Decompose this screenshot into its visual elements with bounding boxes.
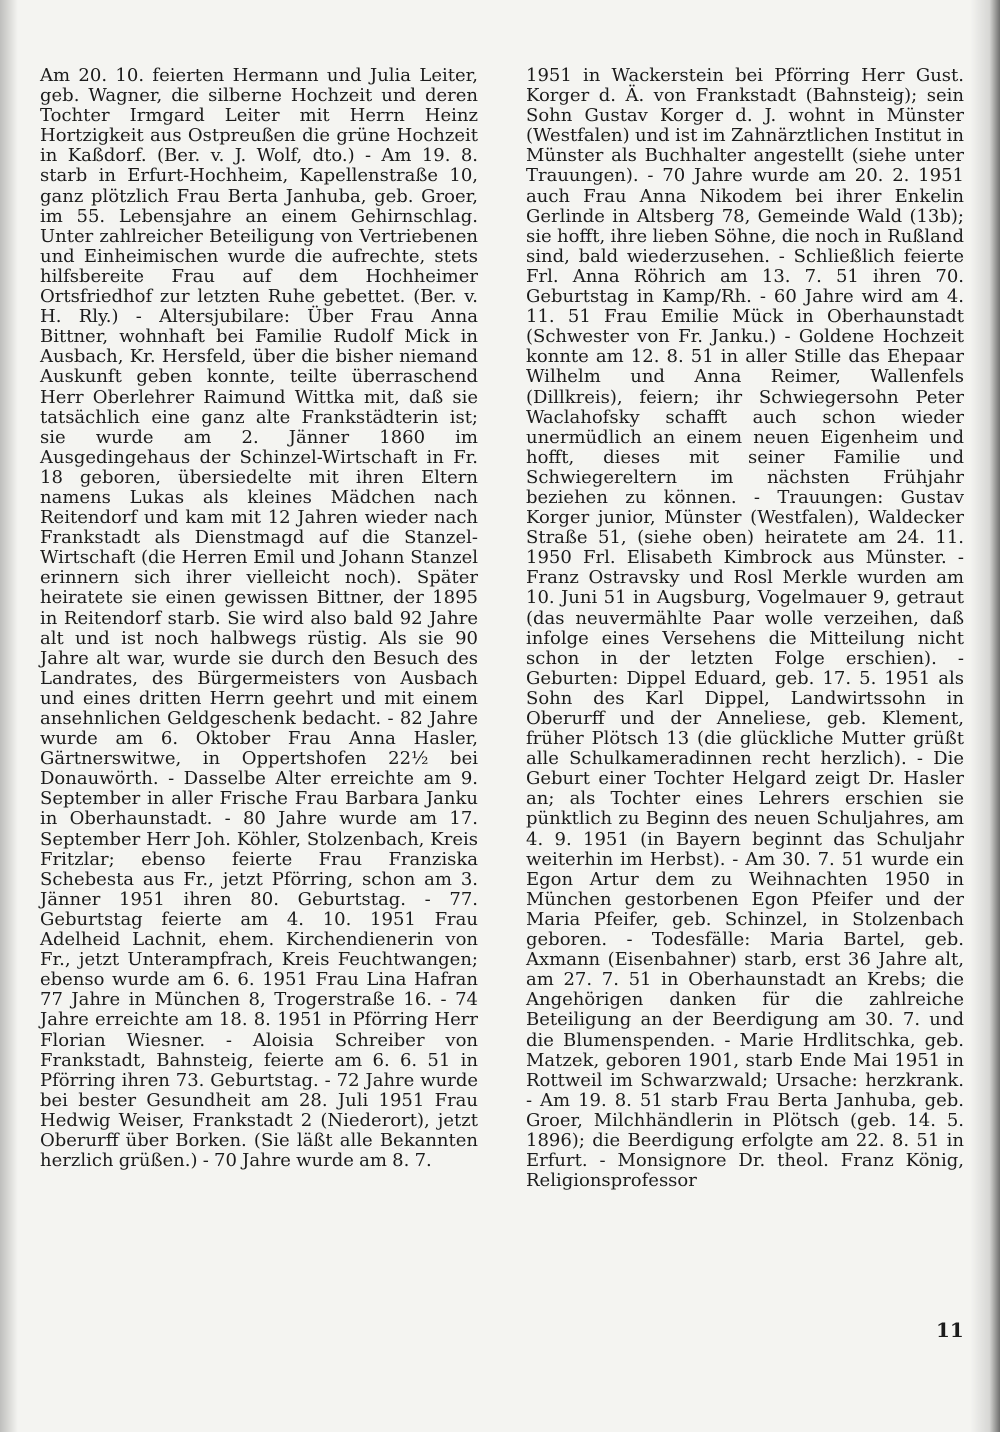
column-right-text: 1951 in Wackerstein bei Pförring Herr Gust. Korger d. Ä. von Frankstadt (Bahnsteig); sein Sohn Gustav Korger d. J. wohnt in Münster (Westfalen) und ist im Zahnärztlichen Institut in Münster als Buchhalter angestellt (siehe unter Trauungen). - 70 Jahre wurde am 20. 2. 1951 auch Frau Anna Nikodem bei ihrer Enkelin Gerlinde in Altsberg 78, Gemeinde Wald (13b); sie hofft, ihre lieben Söhne, die noch in Rußland sind, bald wiederzusehen. - Schließlich feierte Frl. Anna Röhrich am 13. 7. 51 ihren 70. Geburtstag in Kamp/Rh. - 60 Jahre wird am 4. 11. 51 Frau Emilie Mück in Oberhaunstadt (Schwester von Fr. Janku.) - Goldene Hochzeit konnte am 12. 8. 51 in aller Stille das Ehepaar Wilhelm und Anna Reimer, Wallenfels (Dillkreis), feiern; ihr Schwiegersohn Peter Waclahofsky schafft auch schon wieder unermüdlich an einem neuen Eigenheim und hofft, dieses mit seiner Familie und Schwiegereltern im nächsten Frühjahr beziehen zu können. - Trauungen: Gustav Korger junior, Münster (Westfalen), Waldecker Straße 51, (siehe oben) heiratete am 24. 11. 1950 Frl. Elisabeth Kimbrock aus Münster. - Franz Ostravsky und Rosl Merkle wurden am 10. Juni 51 in Augsburg, Vogelmauer 9, getraut (das neuvermählte Paar wolle verzeihen, daß infolge eines Versehens die Mitteilung nicht schon in der letzten Folge erschien). - Geburten: Dippel Eduard, geb. 17. 5. 1951 als Sohn des Karl Dippel, Landwirtssohn in Oberurff und der Anneliese, geb. Klement, früher Plötsch 13 (die glückliche Mutter grüßt alle Schulkameradinnen recht herzlich). - Die Geburt einer Tochter Helgard zeigt Dr. Hasler an; als Tochter eines Lehrers erschien sie pünktlich zu Beginn des neuen Schuljahres, am 4. 9. 1951 (in Bayern beginnt das Schuljahr weiterhin im Herbst). - Am 30. 7. 51 wurde ein Egon Artur dem zu Weihnachten 1950 in München gestorbenen Egon Pfeifer und der Maria Pfeifer, geb. Schinzel, in Stolzenbach geboren. - Todesfälle: Maria Bartel, geb. Axmann (Eisenbahner) starb, erst 36 Jahre alt, am 27. 7. 51 in Oberhaunstadt an Krebs; die Angehörigen danken für die zahlreiche Beteiligung an der Beerdigung am 30. 7. und die Blumenspenden. - Marie Hrdlitschka, geb. Matzek, geboren 1901, starb Ende Mai 1951 in Rottweil im Schwarzwald; Ursache: herzkrank. - Am 19. 8. 51 starb Frau Berta Janhuba, geb. Groer, Milchhändlerin in Plötsch (geb. 14. 5. 1896); die Beerdigung erfolgte am 22. 8. 51 in Erfurt. - Monsignore Dr. theol. Franz König, Religionsprofessor <box>526 65 964 1192</box>
page-gutter-shadow <box>0 0 18 1432</box>
page-edge-shadow <box>970 0 1000 1432</box>
page-number: 11 <box>936 1318 964 1342</box>
text-column-right <box>526 66 964 1191</box>
column-left-text: Am 20. 10. feierten Hermann und Julia Leiter, geb. Wagner, die silberne Hochzeit und deren Tochter Irmgard Leiter mit Herrn Heinz Hortzigkeit aus Ostpreußen die grüne Hochzeit in Kaßdorf. (Ber. v. J. Wolf, dto.) - Am 19. 8. starb in Erfurt-Hochheim, Kapellenstraße 10, ganz plötzlich Frau Berta Janhuba, geb. Groer, im 55. Lebensjahre an einem Gehirnschlag. Unter zahlreicher Beteiligung von Vertriebenen und Einheimischen wurde die aufrechte, stets hilfsbereite Frau auf dem Hochheimer Ortsfriedhof zur letzten Ruhe gebettet. (Ber. v. H. Rly.) - Altersjubilare: Über Frau Anna Bittner, wohnhaft bei Familie Rudolf Mick in Ausbach, Kr. Hersfeld, über die bisher niemand Auskunft geben konnte, teilte überraschend Herr Oberlehrer Raimund Wittka mit, daß sie tatsächlich eine ganz alte Frankstädterin ist; sie wurde am 2. Jänner 1860 im Ausgedingehaus der Schinzel-Wirtschaft in Fr. 18 geboren, übersiedelte mit ihren Eltern namens Lukas als kleines Mädchen nach Reitendorf und kam mit 12 Jahren wieder nach Frankstadt als Dienstmagd auf die Stanzel-Wirtschaft (die Herren Emil und Johann Stanzel erinnern sich ihrer vielleicht noch). Später heiratete sie einen gewissen Bittner, der 1895 in Reitendorf starb. Sie wird also bald 92 Jahre alt und ist noch halbwegs rüstig. Als sie 90 Jahre alt war, wurde sie durch den Besuch des Landrates, des Bürgermeisters von Ausbach und eines dritten Herrn geehrt und mit einem ansehnlichen Geldgeschenk bedacht. - 82 Jahre wurde am 6. Oktober Frau Anna Hasler, Gärtnerswitwe, in Oppertshofen 22½ bei Donauwörth. - Dasselbe Alter erreichte am 9. September in aller Frische Frau Barbara Janku in Oberhaunstadt. - 80 Jahre wurde am 17. September Herr Joh. Köhler, Stolzenbach, Kreis Fritzlar; ebenso feierte Frau Franziska Schebesta aus Fr., jetzt Pförring, schon am 3. Jänner 1951 ihren 80. Geburtstag. - 77. Geburtstag feierte am 4. 10. 1951 Frau Adelheid Lachnit, ehem. Kirchendienerin von Fr., jetzt Unterampfrach, Kreis Feuchtwangen; ebenso wurde am 6. 6. 1951 Frau Lina Hafran 77 Jahre in München 8, Trogerstraße 16. - 74 Jahre erreichte am 18. 8. 1951 in Pförring Herr Florian Wiesner. - Aloisia Schreiber von Frankstadt, Bahnsteig, feierte am 6. 6. 51 in Pförring ihren 73. Geburtstag. - 72 Jahre wurde bei bester Gesundheit am 28. Juli 1951 Frau Hedwig Weiser, Frankstadt 2 (Niederort), jetzt Oberurff über Borken. (Sie läßt alle Bekannten herzlich grüßen.) - 70 Jahre wurde am 8. 7. <box>40 65 478 1172</box>
text-column-left <box>40 66 478 1171</box>
